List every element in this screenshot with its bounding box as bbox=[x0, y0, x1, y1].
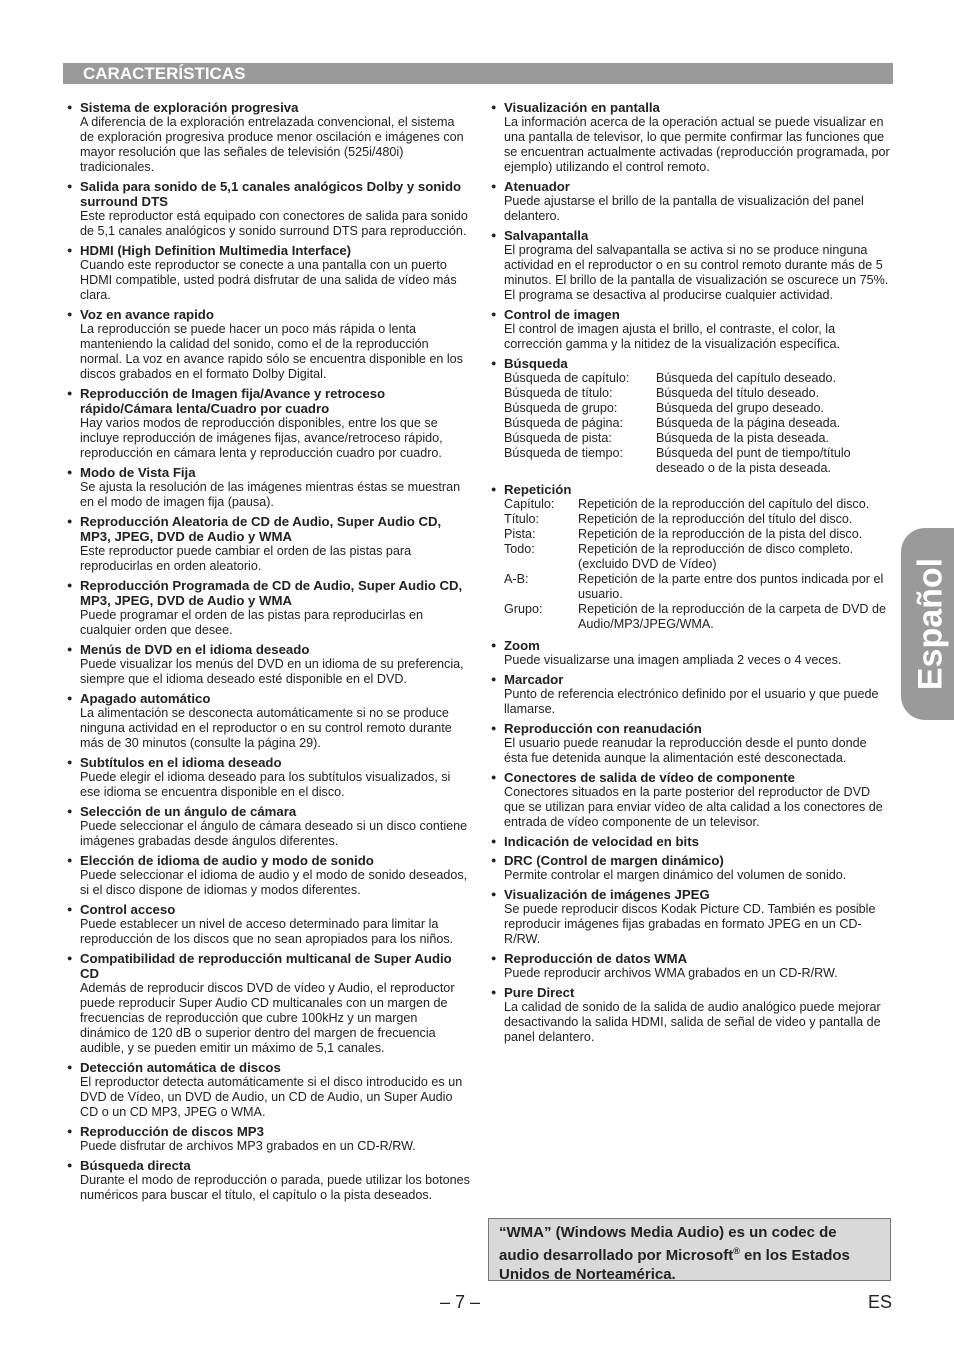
note-text-2: en los Estados Unidos de Norteamérica. bbox=[499, 1247, 850, 1283]
repeticion-table bbox=[504, 497, 893, 632]
feature-item bbox=[491, 853, 893, 883]
language-side-tab bbox=[901, 528, 954, 720]
row-value: Búsqueda de la página deseada. bbox=[656, 416, 841, 430]
feature-item bbox=[491, 100, 893, 175]
feature-item bbox=[491, 770, 893, 830]
side-tab-label: Español bbox=[911, 557, 950, 691]
feature-item bbox=[491, 985, 893, 1045]
feature-title: ● Detección automática de discos bbox=[67, 1060, 470, 1075]
language-code: ES bbox=[868, 1292, 893, 1312]
feature-description: Hay varios modos de reproducción disponibles, entre los que se incluye reproducción de imágenes fijas, avance/retroceso rápido, reproducción en cámara lenta y reproducción cuadro por cuadro. bbox=[80, 416, 443, 460]
feature-item bbox=[67, 386, 470, 461]
row-value: Repetición de la reproducción del capítulo del disco. bbox=[578, 497, 870, 511]
feature-title: ● Conectores de salida de vídeo de componente bbox=[491, 770, 893, 785]
feature-description: Punto de referencia electrónico definido por el usuario y que puede llamarse. bbox=[504, 687, 879, 716]
feature-title: ● Visualización de imágenes JPEG bbox=[491, 887, 893, 902]
feature-item bbox=[67, 951, 470, 1056]
feature-title: ● Elección de idioma de audio y modo de sonido bbox=[67, 853, 470, 868]
feature-description: El control de imagen ajusta el brillo, el contraste, el color, la corrección gamma y la nitidez de la visualización específica. bbox=[504, 322, 840, 351]
feature-title: ● Reproducción Aleatoria de CD de Audio, Super Audio CD, MP3, JPEG, DVD de Audio y WMA bbox=[67, 514, 470, 544]
feature-title: ● Control de imagen bbox=[491, 307, 893, 322]
feature-item bbox=[67, 804, 470, 849]
feature-description: Se ajusta la resolución de las imágenes mientras éstas se muestran en el modo de imagen fija (pausa). bbox=[80, 480, 461, 509]
feature-item bbox=[67, 578, 470, 638]
left-column bbox=[67, 100, 470, 1207]
row-label: A-B: bbox=[504, 572, 529, 586]
table-row bbox=[504, 542, 893, 572]
feature-description: El usuario puede reanudar la reproducción desde el punto donde ésta fue detenida aunque la alimentación esté desconectada. bbox=[504, 736, 867, 765]
feature-title: ● Salvapantalla bbox=[491, 228, 893, 243]
feature-title: ● Selección de un ángulo de cámara bbox=[67, 804, 470, 819]
feature-title: ● Atenuador bbox=[491, 179, 893, 194]
feature-description: La alimentación se desconecta automáticamente si no se produce ninguna actividad en el reproductor o en su control remoto durante más de 30 minutos (consulte la página 29). bbox=[80, 706, 452, 750]
feature-title: ● Reproducción de datos WMA bbox=[491, 951, 893, 966]
feature-description: Puede disfrutar de archivos MP3 grabados en un CD-R/RW. bbox=[80, 1139, 416, 1153]
table-row bbox=[504, 371, 893, 386]
row-label: Grupo: bbox=[504, 602, 543, 616]
busqueda-table bbox=[504, 371, 893, 476]
row-label: Título: bbox=[504, 512, 539, 526]
feature-item bbox=[491, 834, 893, 849]
page-number: – 7 – bbox=[440, 1292, 481, 1312]
table-row bbox=[504, 431, 893, 446]
feature-title: ● Indicación de velocidad en bits bbox=[491, 834, 893, 849]
feature-repeticion bbox=[491, 482, 893, 632]
feature-description: Puede seleccionar el ángulo de cámara deseado si un disco contiene imágenes grabadas desde ángulos diferentes. bbox=[80, 819, 468, 848]
feature-item bbox=[491, 887, 893, 947]
table-row bbox=[504, 572, 893, 602]
feature-title: ● Compatibilidad de reproducción multicanal de Super Audio CD bbox=[67, 951, 470, 981]
feature-item bbox=[67, 1124, 470, 1154]
table-row bbox=[504, 386, 893, 401]
feature-description: Este reproductor está equipado con conectores de salida para sonido de 5,1 canales analógicos y sonido surround DTS para reproducción. bbox=[80, 209, 468, 238]
row-label: Búsqueda de título: bbox=[504, 386, 613, 400]
feature-item bbox=[67, 1060, 470, 1120]
feature-item bbox=[67, 514, 470, 574]
feature-title: ● Búsqueda directa bbox=[67, 1158, 470, 1173]
feature-item bbox=[67, 179, 470, 239]
feature-item bbox=[491, 951, 893, 981]
feature-title: ● Sistema de exploración progresiva bbox=[67, 100, 470, 115]
feature-busqueda bbox=[491, 356, 893, 476]
feature-item bbox=[67, 755, 470, 800]
feature-item bbox=[67, 691, 470, 751]
feature-item bbox=[67, 100, 470, 175]
row-label: Búsqueda de capítulo: bbox=[504, 371, 630, 385]
feature-description: Conectores situados en la parte posterior del reproductor de DVD que se utilizan para enviar vídeo de alta calidad a los conectores de entrada de vídeo componente de un televisor. bbox=[504, 785, 883, 829]
feature-title: ● Apagado automático bbox=[67, 691, 470, 706]
feature-title: ● Reproducción con reanudación bbox=[491, 721, 893, 736]
section-title: CARACTERÍSTICAS bbox=[83, 64, 246, 83]
feature-description: Se puede reproducir discos Kodak Picture CD. También es posible reproducir imágenes fijas grabadas en formato JPEG en un CD-R/RW. bbox=[504, 902, 876, 946]
table-row bbox=[504, 446, 893, 476]
feature-item bbox=[67, 642, 470, 687]
note-text: “WMA” (Windows Media Audio) es un codec de audio desarrollado por Microsoft bbox=[499, 1224, 837, 1264]
feature-title: ● Reproducción Programada de CD de Audio, Super Audio CD, MP3, JPEG, DVD de Audio y WMA bbox=[67, 578, 470, 608]
feature-title: ● Marcador bbox=[491, 672, 893, 687]
row-label: Búsqueda de pista: bbox=[504, 431, 612, 445]
feature-description: Puede ajustarse el brillo de la pantalla de visualización del panel delantero. bbox=[504, 194, 864, 223]
feature-item bbox=[491, 228, 893, 303]
table-row bbox=[504, 512, 893, 527]
feature-description: Cuando este reproductor se conecte a una pantalla con un puerto HDMI compatible, usted podrá disfrutar de una salida de vídeo más clara. bbox=[80, 258, 457, 302]
feature-description: Puede programar el orden de las pistas para reproducirlas en cualquier orden que desee. bbox=[80, 608, 424, 637]
row-value: Búsqueda del título deseado. bbox=[656, 386, 820, 400]
feature-title: ● Visualización en pantalla bbox=[491, 100, 893, 115]
feature-title: ● Zoom bbox=[491, 638, 893, 653]
row-label: Búsqueda de página: bbox=[504, 416, 624, 430]
feature-description: La calidad de sonido de la salida de audio analógico puede mejorar desactivando la salida HDMI, salida de señal de video y pantalla de panel delantero. bbox=[504, 1000, 881, 1044]
table-row bbox=[504, 527, 893, 542]
feature-description: El programa del salvapantalla se activa si no se produce ninguna actividad en el reproductor o en su control remoto durante más de 5 minutos. El brillo de la pantalla de visualización se oscurece un 75%. El programa se desactiva al producirse cualquier actividad. bbox=[504, 243, 889, 302]
feature-title: ● Repetición bbox=[491, 482, 893, 497]
row-label: Búsqueda de grupo: bbox=[504, 401, 618, 415]
feature-description: Puede visualizarse una imagen ampliada 2 veces o 4 veces. bbox=[504, 653, 842, 667]
row-value: Búsqueda de la pista deseada. bbox=[656, 431, 829, 445]
feature-description: La reproducción se puede hacer un poco más rápida o lenta manteniendo la calidad del sonido, como el de la reproducción normal. La voz en avance rapido sólo se encuentra disponible en los discos grabados en el formato Dolby Digital. bbox=[80, 322, 463, 381]
feature-item bbox=[491, 307, 893, 352]
feature-title: ● Menús de DVD en el idioma deseado bbox=[67, 642, 470, 657]
row-value: Búsqueda del capítulo deseado. bbox=[656, 371, 836, 385]
row-value: Búsqueda del punt de tiempo/título deseado o de la pista deseada. bbox=[656, 446, 851, 475]
feature-title: ● Reproducción de Imagen fija/Avance y retroceso rápido/Cámara lenta/Cuadro por cuadro bbox=[67, 386, 470, 416]
feature-item bbox=[67, 853, 470, 898]
feature-title: ● DRC (Control de margen dinámico) bbox=[491, 853, 893, 868]
section-header bbox=[63, 63, 893, 84]
row-value: Repetición de la parte entre dos puntos indicada por el usuario. bbox=[578, 572, 884, 601]
table-row bbox=[504, 602, 893, 632]
feature-item bbox=[67, 307, 470, 382]
feature-item bbox=[491, 638, 893, 668]
feature-title: ● Modo de Vista Fija bbox=[67, 465, 470, 480]
feature-item bbox=[491, 721, 893, 766]
feature-title: ● Voz en avance rapido bbox=[67, 307, 470, 322]
feature-description: Este reproductor puede cambiar el orden de las pistas para reproducirlas en orden aleatorio. bbox=[80, 544, 412, 573]
table-row bbox=[504, 401, 893, 416]
feature-description: A diferencia de la exploración entrelazada convencional, el sistema de exploración progresiva produce menor oscilación e imágenes con mayor resolución que las señales de televisión (525i/480i) tradicionales. bbox=[80, 115, 464, 174]
row-label: Todo: bbox=[504, 542, 535, 556]
feature-description: La información acerca de la operación actual se puede visualizar en una pantalla de televisor, lo que permite confirmar las funciones que se encuentran actualmente activadas (reproducción programada, por ejemplo) utilizando el control remoto. bbox=[504, 115, 890, 174]
feature-title: ● Pure Direct bbox=[491, 985, 893, 1000]
row-label: Pista: bbox=[504, 527, 536, 541]
right-column bbox=[491, 100, 893, 1049]
row-value: Repetición de la reproducción de disco completo. (excluido DVD de Vídeo) bbox=[578, 542, 854, 571]
feature-title: ● HDMI (High Definition Multimedia Interface) bbox=[67, 243, 470, 258]
feature-title: ● Subtítulos en el idioma deseado bbox=[67, 755, 470, 770]
feature-description: Durante el modo de reproducción o parada, puede utilizar los botones numéricos para buscar el título, el capítulo o la pista deseados. bbox=[80, 1173, 470, 1202]
feature-title: ● Salida para sonido de 5,1 canales analógicos Dolby y sonido surround DTS bbox=[67, 179, 470, 209]
table-row bbox=[504, 497, 893, 512]
row-value: Repetición de la reproducción de la pista del disco. bbox=[578, 527, 863, 541]
feature-title: ● Control acceso bbox=[67, 902, 470, 917]
feature-description: Además de reproducir discos DVD de vídeo y Audio, el reproductor puede reproducir Super Audio CD multicanales con un margen de frecuencias de reproducción que cubre 100kHz y un margen dinámico de 120 dB o superior dentro del margen de frecuencia audible, y se pueden emitir un máximo de 5,1 canales. bbox=[80, 981, 455, 1055]
row-value: Repetición de la reproducción de la carpeta de DVD de Audio/MP3/JPEG/WMA. bbox=[578, 602, 887, 631]
row-label: Capítulo: bbox=[504, 497, 555, 511]
registered-mark: ® bbox=[733, 1246, 740, 1256]
feature-description: Puede establecer un nivel de acceso determinado para limitar la reproducción de los discos que no sean apropiados para los niños. bbox=[80, 917, 454, 946]
feature-title: ● Búsqueda bbox=[491, 356, 893, 371]
feature-description: Puede elegir el idioma deseado para los subtítulos visualizados, si ese idioma se encuentra disponible en el disco. bbox=[80, 770, 451, 799]
feature-description: Permite controlar el margen dinámico del volumen de sonido. bbox=[504, 868, 847, 882]
table-row bbox=[504, 416, 893, 431]
feature-item bbox=[67, 465, 470, 510]
row-value: Repetición de la reproducción del título del disco. bbox=[578, 512, 853, 526]
row-label: Búsqueda de tiempo: bbox=[504, 446, 624, 460]
feature-title: ● Reproducción de discos MP3 bbox=[67, 1124, 470, 1139]
feature-description: Puede visualizar los menús del DVD en un idioma de su preferencia, siempre que el idioma deseado esté disponible en el DVD. bbox=[80, 657, 464, 686]
feature-item bbox=[67, 1158, 470, 1203]
row-value: Búsqueda del grupo deseado. bbox=[656, 401, 825, 415]
feature-description: Puede seleccionar el idioma de audio y el modo de sonido deseados, si el disco dispone de idiomas y modos diferentes. bbox=[80, 868, 468, 897]
feature-description: Puede reproducir archivos WMA grabados en un CD-R/RW. bbox=[504, 966, 838, 980]
wma-note bbox=[488, 1218, 891, 1281]
feature-item bbox=[67, 243, 470, 303]
feature-item bbox=[67, 902, 470, 947]
feature-item bbox=[491, 672, 893, 717]
feature-description: El reproductor detecta automáticamente si el disco introducido es un DVD de Vídeo, un DVD de Audio, un CD de Audio, un Super Audio CD o un CD MP3, JPEG o WMA. bbox=[80, 1075, 463, 1119]
feature-item bbox=[491, 179, 893, 224]
